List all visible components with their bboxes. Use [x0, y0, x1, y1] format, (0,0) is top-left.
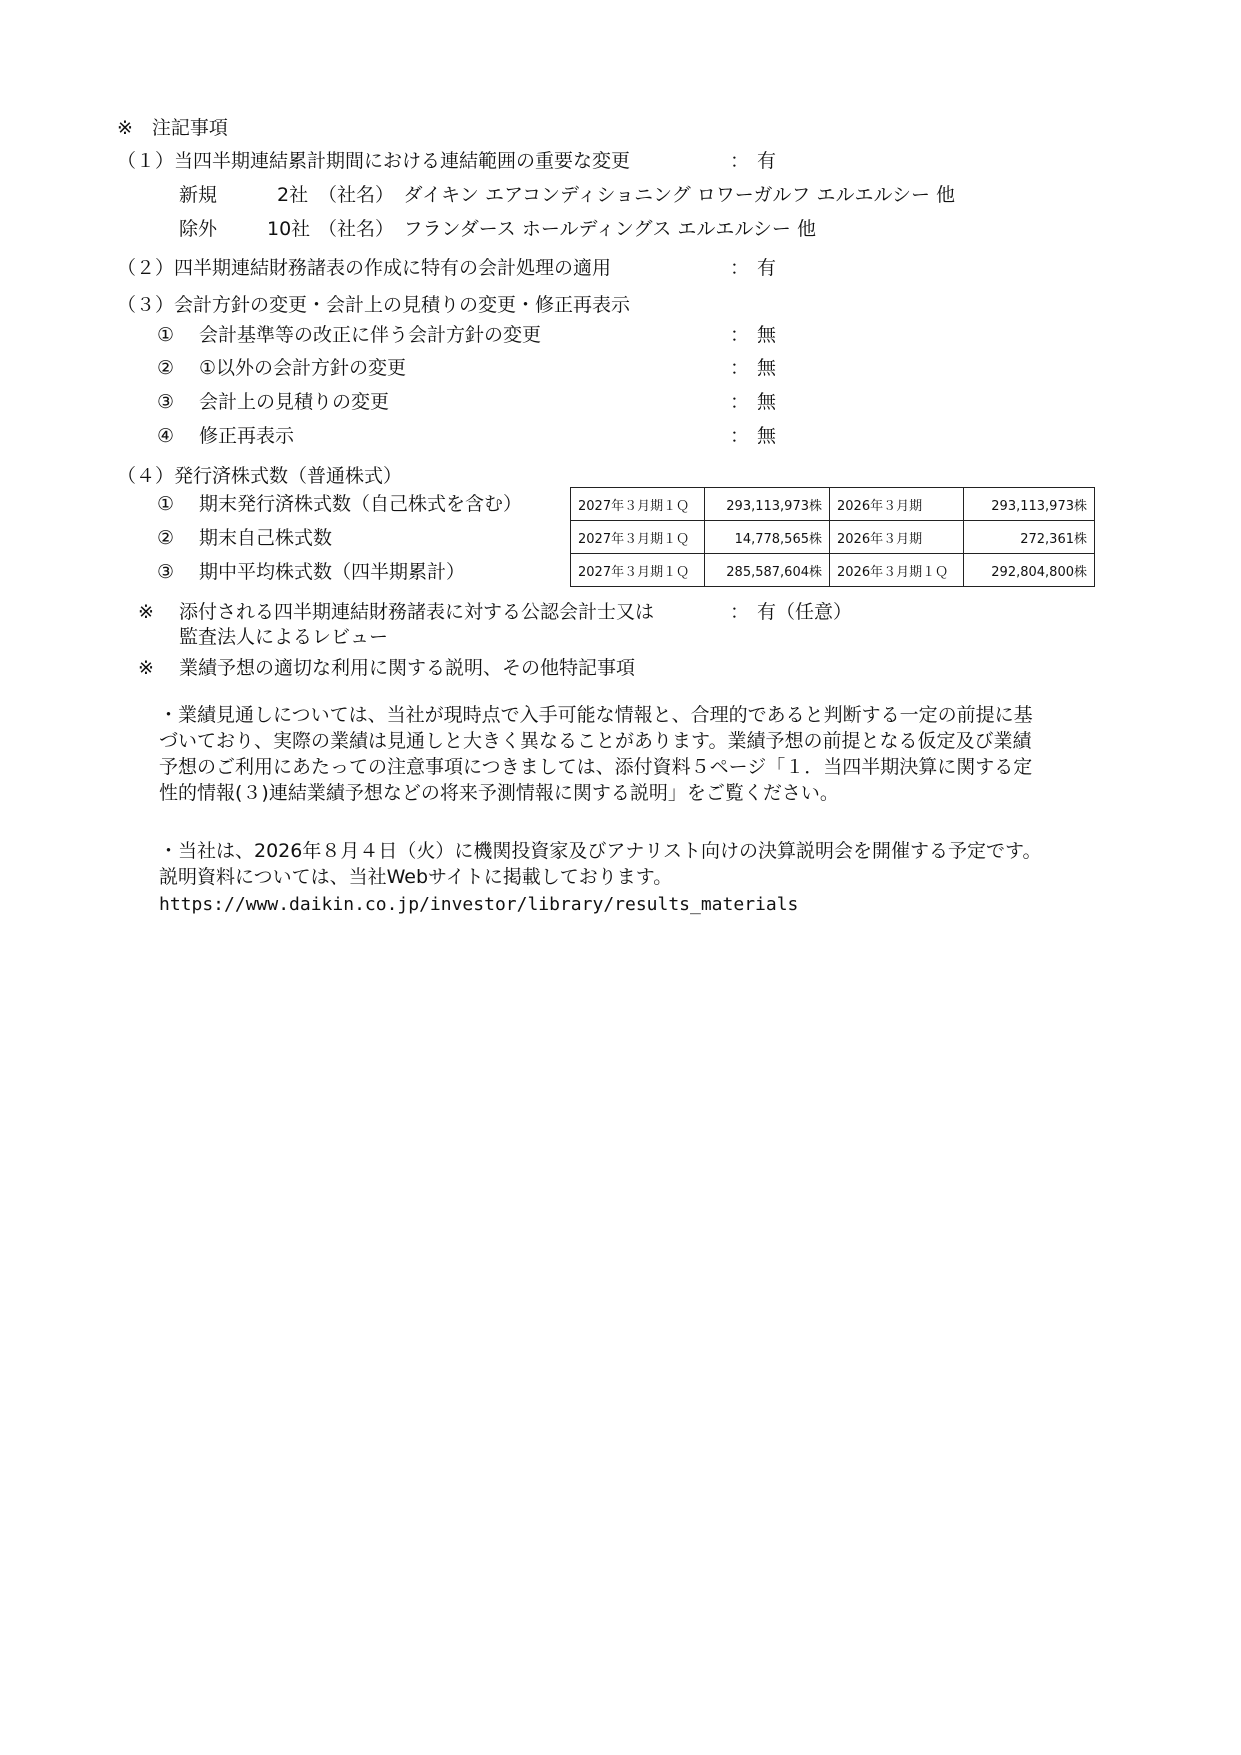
- review-mark: ※: [138, 601, 154, 623]
- removed-label: 除外: [179, 218, 218, 240]
- item4-label: （４）発行済株式数（普通株式）: [117, 465, 403, 487]
- item3-sub1-colon: ：: [730, 324, 750, 346]
- disclaimer-line: 予想のご利用にあたっての注意事項につきましては、添付資料５ページ「１．当四半期決算に関する定: [159, 756, 1033, 778]
- period-previous: 2026年３月期: [830, 488, 964, 521]
- item3-sub3-num: ③: [157, 391, 175, 413]
- period-current: 2027年３月期１Ｑ: [571, 488, 705, 521]
- review-colon: ：: [730, 601, 750, 623]
- item3-sub2-label: ①以外の会計方針の変更: [199, 357, 407, 379]
- briefing-notice: [159, 838, 1134, 890]
- share-count-previous: 272,361株: [964, 521, 1095, 554]
- share-count-current: 285,587,604株: [705, 554, 830, 587]
- share-count-previous: 293,113,973株: [964, 488, 1095, 521]
- item3-sub4-colon: ：: [730, 425, 750, 447]
- item3-sub3-colon: ：: [730, 391, 750, 413]
- item3-sub2-num: ②: [157, 357, 175, 379]
- item3-sub2-colon: ：: [730, 357, 750, 379]
- review-line2: 監査法人によるレビュー: [179, 626, 389, 648]
- item4-row2-num: ②: [157, 527, 175, 549]
- period-previous: 2026年３月期: [830, 521, 964, 554]
- item1-label: （１）当四半期連結累計期間における連結範囲の重要な変更: [117, 150, 631, 172]
- item4-row3-num: ③: [157, 561, 175, 583]
- item3-sub3-label: 会計上の見積りの変更: [199, 391, 390, 413]
- item3-sub4-label: 修正再表示: [199, 425, 295, 447]
- disclaimer-line: ・業績見通しについては、当社が現時点で入手可能な情報と、合理的であると判断する一定の前提に基: [159, 704, 1033, 726]
- item3-sub1-value: 無: [757, 324, 777, 346]
- table-row: [571, 554, 1095, 587]
- item3-sub3-value: 無: [757, 391, 777, 413]
- briefing-line: 説明資料については、当社Webサイトに掲載しております。: [159, 866, 673, 888]
- share-count-current: 14,778,565株: [705, 521, 830, 554]
- share-count-current: 293,113,973株: [705, 488, 830, 521]
- item3-sub1-num: ①: [157, 324, 175, 346]
- item3-sub4-num: ④: [157, 425, 175, 447]
- results-materials-link[interactable]: https://www.daikin.co.jp/investor/library/results_materials: [159, 894, 799, 915]
- item2-value: 有: [757, 257, 777, 279]
- item4-row3-label: 期中平均株式数（四半期累計）: [199, 561, 466, 583]
- new-company-names: （社名） ダイキン エアコンディショニング ロワーガルフ エルエルシー 他: [318, 184, 956, 206]
- disclaimer-line: づいており、実際の業績は見通しと大きく異なることがあります。業績予想の前提となる仮定及び業績: [159, 730, 1032, 752]
- item2-label: （２）四半期連結財務諸表の作成に特有の会計処理の適用: [117, 257, 612, 279]
- period-current: 2027年３月期１Ｑ: [571, 521, 705, 554]
- item4-row2-label: 期末自己株式数: [199, 527, 333, 549]
- disclaimer-line: 性的情報(３)連結業績予想などの将来予測情報に関する説明」をご覧ください。: [159, 782, 839, 804]
- table-row: [571, 521, 1095, 554]
- shares-table: [570, 487, 1095, 587]
- item1-colon: ：: [730, 150, 750, 172]
- item4-row1-label: 期末発行済株式数（自己株式を含む）: [199, 493, 523, 515]
- item4-row1-num: ①: [157, 493, 175, 515]
- forecast-mark: ※: [138, 657, 154, 679]
- item3-label: （３）会計方針の変更・会計上の見積りの変更・修正再表示: [117, 294, 631, 316]
- item3-sub2-value: 無: [757, 357, 777, 379]
- briefing-line: ・当社は、2026年８月４日（火）に機関投資家及びアナリスト向けの決算説明会を開催する予定です。: [159, 840, 1042, 862]
- new-count: 2社: [277, 184, 309, 206]
- item1-value: 有: [757, 150, 777, 172]
- notes-heading: ※ 注記事項: [117, 117, 228, 139]
- item2-colon: ：: [730, 257, 750, 279]
- review-value: 有（任意）: [757, 601, 853, 623]
- table-row: [571, 488, 1095, 521]
- review-line1: 添付される四半期連結財務諸表に対する公認会計士又は: [179, 601, 655, 623]
- share-count-previous: 292,804,800株: [964, 554, 1095, 587]
- period-current: 2027年３月期１Ｑ: [571, 554, 705, 587]
- period-previous: 2026年３月期１Ｑ: [830, 554, 964, 587]
- item3-sub4-value: 無: [757, 425, 777, 447]
- forecast-label: 業績予想の適切な利用に関する説明、その他特記事項: [179, 657, 636, 679]
- removed-company-names: （社名） フランダース ホールディングス エルエルシー 他: [318, 218, 816, 240]
- item3-sub1-label: 会計基準等の改正に伴う会計方針の変更: [199, 324, 542, 346]
- new-label: 新規: [179, 184, 218, 206]
- removed-count: 10社: [267, 218, 311, 240]
- forecast-disclaimer: [159, 702, 1134, 806]
